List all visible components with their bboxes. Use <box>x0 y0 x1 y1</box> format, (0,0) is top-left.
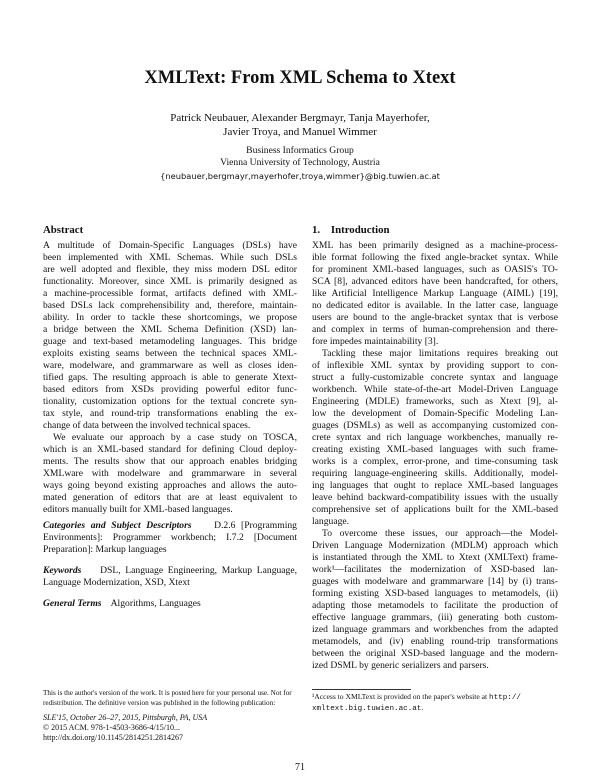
text-line: of inflexible XML syntax by providing support to con- <box>312 360 558 371</box>
text-line: tified gaps. The resulting approach is able to generate Xtext- <box>43 372 297 383</box>
text-line: mated generation of editors that are at least equivalent to <box>43 492 297 503</box>
general-terms-section <box>43 598 297 610</box>
text-line: leave behind backward-compatibility issues with the usually <box>312 492 558 503</box>
text-line: users are bound to the angle-bracket syntax that is verbose <box>312 312 558 323</box>
footnote-divider <box>312 689 411 690</box>
text-line: language. <box>312 516 350 527</box>
text-line: tax style, and round-trip transformations enabling the ex- <box>43 408 297 419</box>
text-line: no dedicated editor is available. In the latter case, language <box>312 300 558 311</box>
keywords-section <box>43 565 297 589</box>
text-line: Driven Language Modernization (MDLM) approach which <box>312 540 558 551</box>
text-line: fore impedes maintainability [3]. <box>312 336 439 347</box>
text-line: tionality, customization options for the textual concrete syn- <box>43 396 297 407</box>
text-line: exploits existing seams between the technical spaces XML- <box>43 348 297 359</box>
text-line: functionality. Moreover, since XML is primarily designed as <box>43 276 297 287</box>
text-line: forming existing XSD-based languages to metamodels, (ii) <box>312 588 558 599</box>
text-line: and complex in terms of human-comprehension and there- <box>312 324 558 335</box>
abstract-paragraph-1 <box>43 240 297 432</box>
intro-paragraph-2 <box>312 348 558 528</box>
text-line: XMLware with modelware and grammarware in several <box>43 468 297 479</box>
copyright-line: © 2015 ACM. 978-1-4503-3686-4/15/10... <box>43 723 180 733</box>
text-line: ways going beyond existing approaches and allows the auto- <box>43 480 297 491</box>
affiliation <box>0 145 600 182</box>
categories-line: Environments]: Programmer workbench; I.7.2 [Document <box>43 532 297 543</box>
authors-line: Javier Troya, and Manuel Wimmer <box>223 125 377 138</box>
footnote <box>312 692 558 714</box>
text-line: ized language grammars and workbenches from the adapted <box>312 624 558 635</box>
text-line: a bridge between the XML Schema Definition (XSD) lan- <box>43 324 297 335</box>
general-terms-label: General Terms <box>43 598 102 609</box>
text-line: ized DSML by generic serializers and parsers. <box>312 660 489 671</box>
text-line: ments. The results show that our approach enables bridging <box>43 456 297 467</box>
keywords-line: DSL, Language Engineering, Markup Language, <box>100 565 297 576</box>
text-line: work¹—facilitates the modernization of XSD-based lan- <box>312 564 558 575</box>
text-line: metamodels, and (iv) enabling round-trip transformations <box>312 636 558 647</box>
intro-paragraph-3 <box>312 528 558 672</box>
text-line: SCA [8], advanced editors have been handcrafted, for others, <box>312 276 558 287</box>
doi-link[interactable]: http://dx.doi.org/10.1145/2814251.2814267 <box>43 733 184 743</box>
abstract-paragraph-2 <box>43 432 297 516</box>
text-line: adapting those metamodels to facilitate the production of <box>312 600 558 611</box>
notice-line: redistribution. The definitive version was published in the following publication: <box>43 698 276 707</box>
categories-label: Categories and Subject Descriptors <box>43 520 192 531</box>
author-version-notice <box>43 689 297 708</box>
text-line: XML has been primarily designed as a machine-process- <box>312 240 558 251</box>
intro-paragraph-1 <box>312 240 558 348</box>
text-line: based editors from XSDs providing powerful editor func- <box>43 384 297 395</box>
text-line: workbench. While state-of-the-art Model-Driven Language <box>312 384 558 395</box>
introduction-heading <box>312 224 558 236</box>
text-line: effective language grammars, (iii) generating both custom- <box>312 612 558 623</box>
footnote-url[interactable]: http:// <box>489 694 521 702</box>
text-line: change of data between the involved technical spaces. <box>43 420 251 431</box>
text-line: been implemented with XML Schemas. While such DSLs <box>43 252 297 263</box>
text-line: Engineering (MDLE) frameworks, such as Xtext [9], al- <box>312 396 558 407</box>
text-line: struct a fully-customizable concrete syntax and language <box>312 372 558 383</box>
text-line: a machine-processible format, artifacts defined with XML- <box>43 288 297 299</box>
footnote-text: ¹Access to XMLText is provided on the paper's website at <box>312 692 490 701</box>
text-line: like Artificial Intelligence Markup Language (AIML) [19], <box>312 288 558 299</box>
text-line: To overcome these issues, our approach—the Model- <box>322 528 558 539</box>
section-title: 1. Introduction <box>312 224 390 236</box>
text-line: We evaluate our approach by a case study on TOSCA, <box>53 432 297 443</box>
general-terms-value: Algorithms, Languages <box>110 598 201 609</box>
text-line: guages (DSMLs) as well as accompanying customized con- <box>312 420 558 431</box>
text-line: comprehensive set of applications built for the XML-based <box>312 504 558 515</box>
text-line: between the original XSD-based language and the modern- <box>312 648 558 659</box>
text-line: requiring language-engineering skills. Additionally, model- <box>312 468 558 479</box>
text-line: for prominent XML-based languages, such as OASIS's TO- <box>312 264 558 275</box>
categories-line: D.2.6 [Programming <box>214 520 297 531</box>
footnote-end: . <box>421 703 424 712</box>
text-line: guages with modelware and grammarware [14] by (i) trans- <box>312 576 558 587</box>
notice-line: This is the author's version of the work. It is posted here for your personal use. Not for <box>43 689 292 697</box>
text-line: A multitude of Domain-Specific Languages (DSLs) have <box>43 240 297 251</box>
abstract-heading: Abstract <box>43 224 84 236</box>
footnote-url[interactable]: xmltext.big.tuwien.ac.at <box>312 705 422 713</box>
categories-section <box>43 520 297 556</box>
authors-line: Patrick Neubauer, Alexander Bergmayr, Tanja Mayerhofer, <box>170 112 430 124</box>
text-line: is instantiated through the XML to Xtext (XMLText) frame- <box>312 552 558 563</box>
publication-info <box>43 713 297 744</box>
text-line: ability. In order to tackle these shortcomings, we propose <box>43 312 297 323</box>
text-line: ware, modelware, and grammarware as well as closes iden- <box>43 360 297 371</box>
text-line: Tackling these major limitations requires breaking out <box>322 348 558 359</box>
text-line: low the development of Domain-Specific Modeling Lan- <box>312 408 558 419</box>
text-line: crete syntax and rich language workbenches, manually re- <box>312 432 558 443</box>
text-line: creating existing XML-based languages with such frame- <box>312 444 558 455</box>
author-list <box>0 112 600 139</box>
conference-line: SLE'15, October 26–27, 2015, Pittsburgh, PA, USA <box>43 713 208 722</box>
text-line: which is an XML-based standard for defining Cloud deploy- <box>43 444 297 455</box>
affiliation-group: Business Informatics Group <box>246 145 354 156</box>
text-line: ing languages that ought to replace XML-based languages <box>312 480 558 491</box>
text-line: works is a complex, error-prone, and time-consuming task <box>312 456 558 467</box>
text-line: are well adopted and flexible, they miss modern DSL editor <box>43 264 297 275</box>
affiliation-university: Vienna University of Technology, Austria <box>220 157 380 169</box>
categories-line: Preparation]: Markup languages <box>43 544 167 555</box>
paper-title: XMLText: From XML Schema to Xtext <box>144 68 456 88</box>
keywords-line: Language Modernization, XSD, Xtext <box>43 577 190 588</box>
text-line: based DSLs lack comprehensibility and, therefore, maintain- <box>43 300 297 311</box>
text-line: ible format following the fixed angle-bracket syntax. While <box>312 252 558 263</box>
keywords-label: Keywords <box>43 565 82 576</box>
page-number: 71 <box>295 762 305 773</box>
text-line: editors manually built for XML-based languages. <box>43 504 233 515</box>
author-emails: {neubauer,bergmayr,mayerhofer,troya,wimmer}@big.tuwien.ac.at <box>160 170 440 181</box>
text-line: guage and text-based metamodeling languages. This bridge <box>43 336 297 347</box>
